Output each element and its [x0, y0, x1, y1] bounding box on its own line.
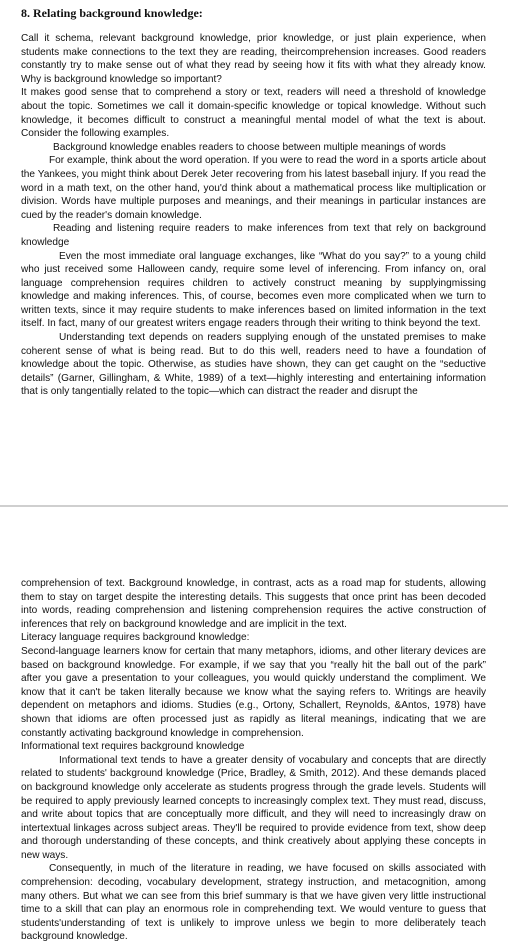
section-heading: 8. Relating background knowledge:: [21, 6, 203, 20]
paragraph: Call it schema, relevant background knowledge, prior knowledge, or just plain experience, when students make connections to the text they are reading, theircomprehension increases. Good readers constantly try to make sense out of what they read by seeing how it fits with what they already know. Why is background knowledge so important?: [21, 33, 486, 85]
paragraph: For example, think about the word operation. If you were to read the word in a sports article about the Yankees, you might think about Derek Jeter recovering from his latest baseball injury. If you read the word in a math text, on the other hand, you'd think about a mathematical process like multiplication or division. Words have multiple purposes and meanings, and their meanings in particular instances are cued by the reader's domain knowledge.: [21, 155, 486, 221]
paragraph: Consequently, in much of the literature in reading, we have focused on skills associated with comprehension: decoding, vocabulary development, strategy instruction, and metacognition, among many others. But what we can see from this brief summary is that we have given very little instructional time to a skill that can play an enormous role in comprehending text. We would venture to guess that students'understanding of text is unlikely to improve unless we begin to more deliberately teach background knowledge.: [21, 863, 486, 943]
subheading: Reading and listening require readers to make inferences from text that rely on background knowledge: [21, 223, 486, 248]
subheading: Background knowledge enables readers to choose between multiple meanings of words: [53, 141, 446, 153]
document-page-2: [0, 507, 508, 952]
paragraph: Even the most immediate oral language exchanges, like “What do you say?” to a young child who just received some Halloween candy, require some level of inferencing. From infancy on, oral language comprehension requires children to actively construct meaning by supplyingmissing knowledge and making inferences. This, of course, becomes even more complicated when we turn to written texts, since it may require students to make inferences based on limited information in the text itself. In fact, many of our greatest writers engage readers through their writing to think beyond the text.: [21, 250, 486, 330]
subheading: Literacy language requires background knowledge:: [21, 632, 250, 644]
subheading: Informational text requires background knowledge: [21, 741, 245, 753]
page-2-body: [21, 577, 486, 944]
paragraph: comprehension of text. Background knowledge, in contrast, acts as a road map for students, allowing them to stay on target despite the interesting details. This suggests that once print has been decoded into words, reading comprehension and listening comprehension requires the active construction of inferences that rely on background knowledge and are implicit in the text.: [21, 578, 486, 630]
paragraph: Understanding text depends on readers supplying enough of the unstated premises to make coherent sense of what is being read. But to do this well, readers need to have a foundation of knowledge about the topic. Otherwise, as studies have shown, they can get caught on the “seductive details” (Garner, Gillingham, & White, 1989) of a text—highly interesting and entertaining information that is only tangentially related to the topic—which can distract the reader and disrupt the: [21, 332, 486, 398]
paragraph: Second-language learners know for certain that many metaphors, idioms, and other literary devices are based on background knowledge. For example, if we say that you “really hit the ball out of the park” after you gave a presentation to your colleagues, you would quickly understand the compliment. We know that it can't be taken literally because we know what the saying refers to. Writings are heavily dependent on metaphors and idioms. Studies (e.g., Ortony, Schallert, Reynolds, &Antos, 1978) have shown that idioms are often processed just as rapidly as literal meanings, indicating that we are constantly activating background knowledge in comprehension.: [21, 645, 486, 739]
paragraph: Informational text tends to have a greater density of vocabulary and concepts that are directly related to students' background knowledge (Price, Bradley, & Smith, 2012). And these demands placed on background knowledge only accelerate as students progress through the grade levels. Students will be required to apply previously learned concepts to increasingly complex text. They must read, discuss, and write about topics that are conceptually more difficult, and they will need to increasingly draw on intertextual linkages across subject areas. They'll be required to provide evidence from text, show deep and thorough understanding of these concepts, and think creatively about applying these concepts in new ways.: [21, 754, 486, 861]
page-1-body: [21, 32, 486, 399]
paragraph: It makes good sense that to comprehend a story or text, readers will need a threshold of knowledge about the topic. Sometimes we call it domain-specific knowledge or topical knowledge. Without such knowledge, it becomes difficult to construct a meaningful mental model of what the text is about. Consider the following examples.: [21, 87, 486, 140]
